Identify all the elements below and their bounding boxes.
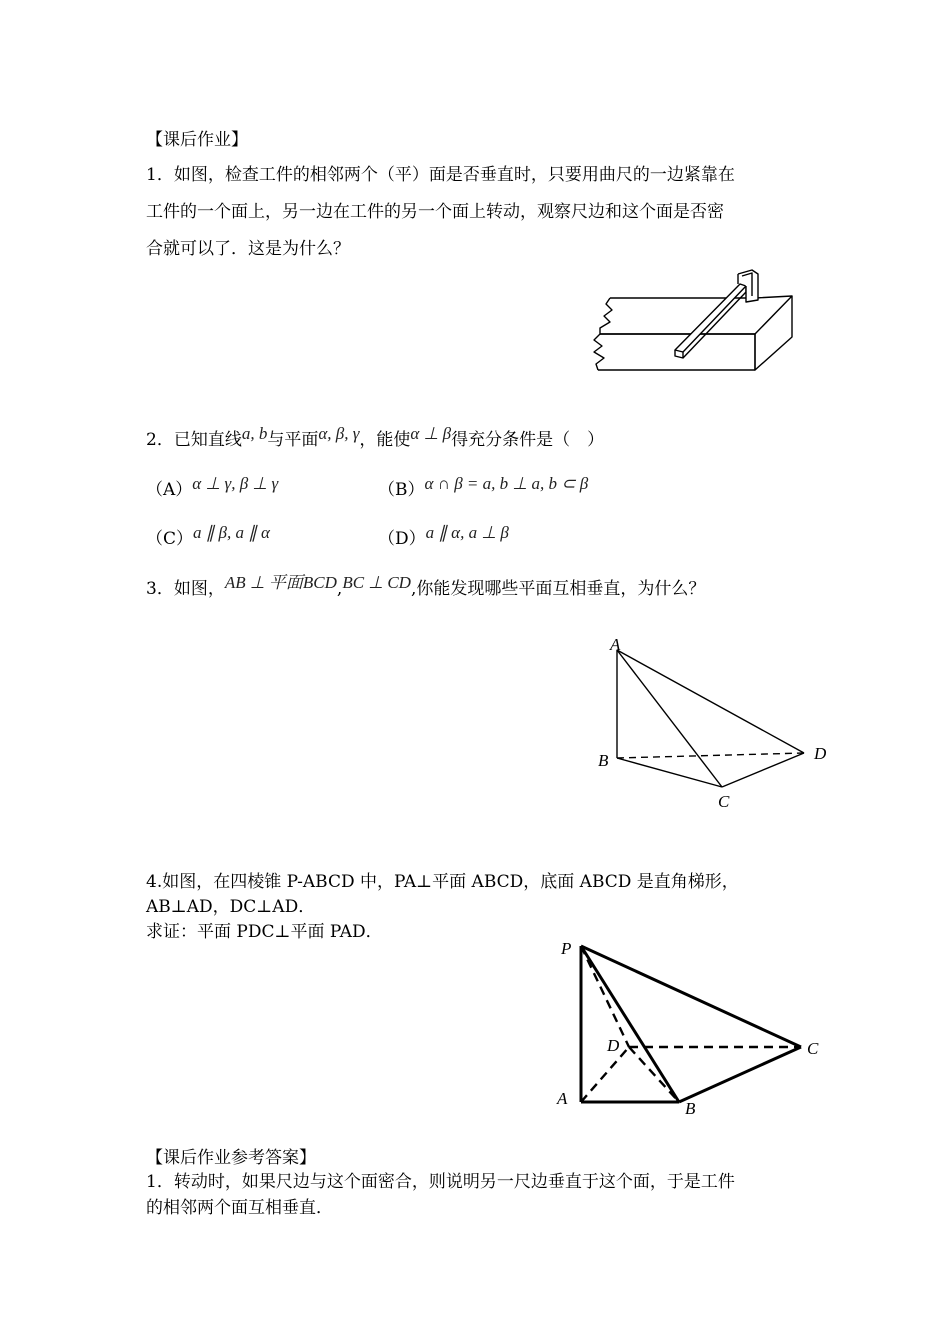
q1-line-3: 合就可以了．这是为什么？ — [146, 239, 350, 259]
answers-heading: 【课后作业参考答案】 — [146, 1148, 316, 1168]
q4-line-1: 4.如图，在四棱锥 P-ABCD 中，PA⊥平面 ABCD，底面 ABCD 是直角梯形， — [146, 872, 739, 892]
edge-bc — [679, 1047, 801, 1102]
q4-line-3: 求证：平面 PDC⊥平面 PAD． — [146, 922, 383, 942]
q2-suffix: 得充分条件是（ ） — [451, 430, 605, 450]
homework-heading: 【课后作业】 — [146, 130, 248, 150]
q2-prefix: 2．已知直线 — [146, 430, 242, 450]
edge-ad-hidden — [581, 1047, 629, 1102]
edge-bc — [617, 758, 722, 787]
option-label: （C） — [146, 529, 194, 549]
vertex-label-a: A — [557, 1089, 568, 1108]
q3-math-1: AB ⊥ 平面BCD — [224, 573, 337, 592]
edge-db-hidden — [629, 1047, 679, 1102]
option-label: （B） — [378, 480, 425, 500]
q2-option-d[interactable] — [378, 523, 509, 551]
vertex-label-c: C — [807, 1039, 819, 1058]
vertex-label-b: B — [685, 1099, 696, 1118]
q2-stem — [146, 424, 605, 452]
vertex-label-p: P — [561, 939, 572, 958]
q2-option-c[interactable] — [146, 523, 270, 551]
option-label: （D） — [378, 529, 426, 549]
ruler-horizontal-arm — [675, 284, 746, 352]
q3-math-2: BC ⊥ CD — [342, 573, 411, 592]
vertex-label-c: C — [718, 792, 730, 811]
q2-line-vars: a, b — [241, 424, 268, 443]
q3-suffix: ,你能发现哪些平面互相垂直，为什么？ — [410, 579, 706, 599]
tetrahedron-figure — [590, 630, 840, 815]
q3-stem — [146, 573, 706, 601]
option-math: a ∥ α, a ⊥ β — [425, 523, 509, 542]
edge-bd-hidden — [617, 753, 804, 758]
edge-cd — [722, 753, 804, 787]
option-math: α ⊥ γ, β ⊥ γ — [192, 474, 279, 493]
q3-prefix: 3．如图， — [146, 579, 225, 599]
q2-option-b[interactable] — [378, 474, 589, 502]
workpiece-right-face — [755, 296, 792, 370]
q2-plane-vars: α, β, γ — [318, 424, 360, 443]
workpiece-front-face — [598, 334, 755, 370]
q2-option-a[interactable] — [146, 474, 279, 502]
q3-comma: , — [336, 579, 343, 599]
q2-mid-1: 与平面 — [267, 430, 319, 450]
edge-ac — [617, 650, 722, 787]
option-math: α ∩ β = a, b ⊥ a, b ⊂ β — [424, 474, 589, 493]
q2-condition: α ⊥ β — [410, 424, 452, 443]
vertex-label-a: A — [610, 635, 621, 654]
q1-line-1: 1．如图，检查工件的相邻两个（平）面是否垂直时，只要用曲尺的一边紧靠在 — [146, 165, 735, 185]
q2-mid-2: ，能使 — [359, 430, 411, 450]
edge-pd-hidden — [581, 946, 629, 1047]
vertex-label-d: D — [814, 744, 827, 763]
option-label: （A） — [146, 480, 193, 500]
option-math: a ∥ β, a ∥ α — [193, 523, 270, 542]
workpiece-ruler-figure — [580, 262, 800, 377]
vertex-label-b: B — [598, 751, 609, 770]
q1-line-2: 工件的一个面上，另一边在工件的另一个面上转动，观察尺边和这个面是否密 — [146, 202, 724, 222]
pyramid-figure — [555, 930, 835, 1125]
q4-line-2: AB⊥AD，DC⊥AD． — [146, 897, 316, 917]
answer-1-line-1: 1．转动时，如果尺边与这个面密合，则说明另一尺边垂直于这个面，于是工件 — [146, 1172, 735, 1192]
answer-1-line-2: 的相邻两个面互相垂直． — [146, 1198, 333, 1218]
edge-ad — [617, 650, 804, 753]
vertex-label-d: D — [607, 1036, 620, 1055]
